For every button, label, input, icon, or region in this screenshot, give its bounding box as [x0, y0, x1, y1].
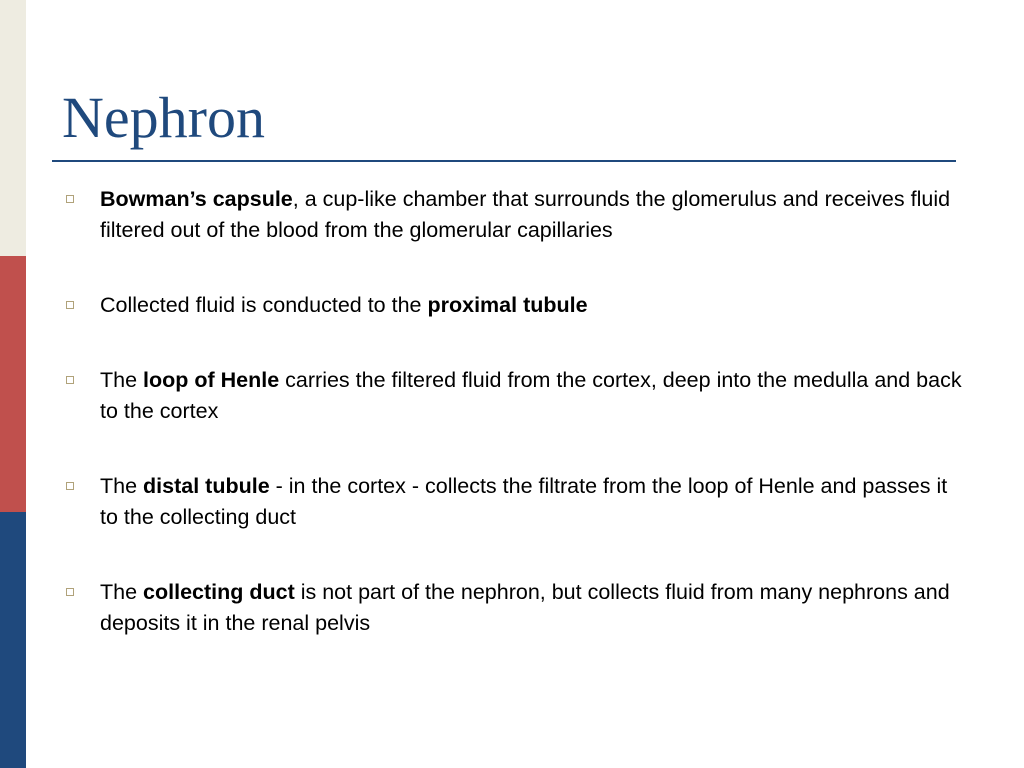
slide-title: Nephron [62, 85, 265, 150]
bullet-text: carries the filtered fluid from the cortex, deep into the medulla and back to the cortex [100, 368, 962, 423]
side-bar-blue [0, 512, 26, 768]
bullet-term: collecting duct [143, 580, 295, 604]
hollow-square-bullet-icon [66, 195, 74, 203]
bullet-term: proximal tubule [427, 293, 588, 317]
bullet-bowmans-capsule [62, 184, 962, 246]
bullet-text: Collected fluid is conducted to the [100, 293, 428, 317]
bullet-text: is not part of the nephron, but collects fluid from many nephrons and deposits it in the renal pelvis [100, 580, 950, 635]
bullet-term: loop of Henle [143, 368, 280, 392]
side-bar-beige [0, 0, 26, 256]
bullet-term: distal tubule [143, 474, 270, 498]
bullet-text: The [100, 474, 144, 498]
bullet-text: , a cup-like chamber that surrounds the glomerulus and receives fluid filtered out of the blood from the glomerular capillaries [100, 187, 951, 242]
bullet-term: Bowman’s capsule [100, 187, 293, 211]
side-bar-red [0, 256, 26, 512]
bullet-loop-of-henle [62, 365, 962, 427]
bullet-text: The [100, 368, 144, 392]
bullet-distal-tubule [62, 471, 962, 533]
title-underline [52, 160, 956, 162]
bullet-proximal-tubule [62, 290, 962, 321]
bullet-text: The [100, 580, 144, 604]
bullet-list [62, 184, 962, 683]
hollow-square-bullet-icon [66, 301, 74, 309]
hollow-square-bullet-icon [66, 482, 74, 490]
hollow-square-bullet-icon [66, 588, 74, 596]
bullet-text: - in the cortex - collects the filtrate from the loop of Henle and passes it to the collecting duct [100, 474, 948, 529]
bullet-collecting-duct [62, 577, 962, 639]
hollow-square-bullet-icon [66, 376, 74, 384]
